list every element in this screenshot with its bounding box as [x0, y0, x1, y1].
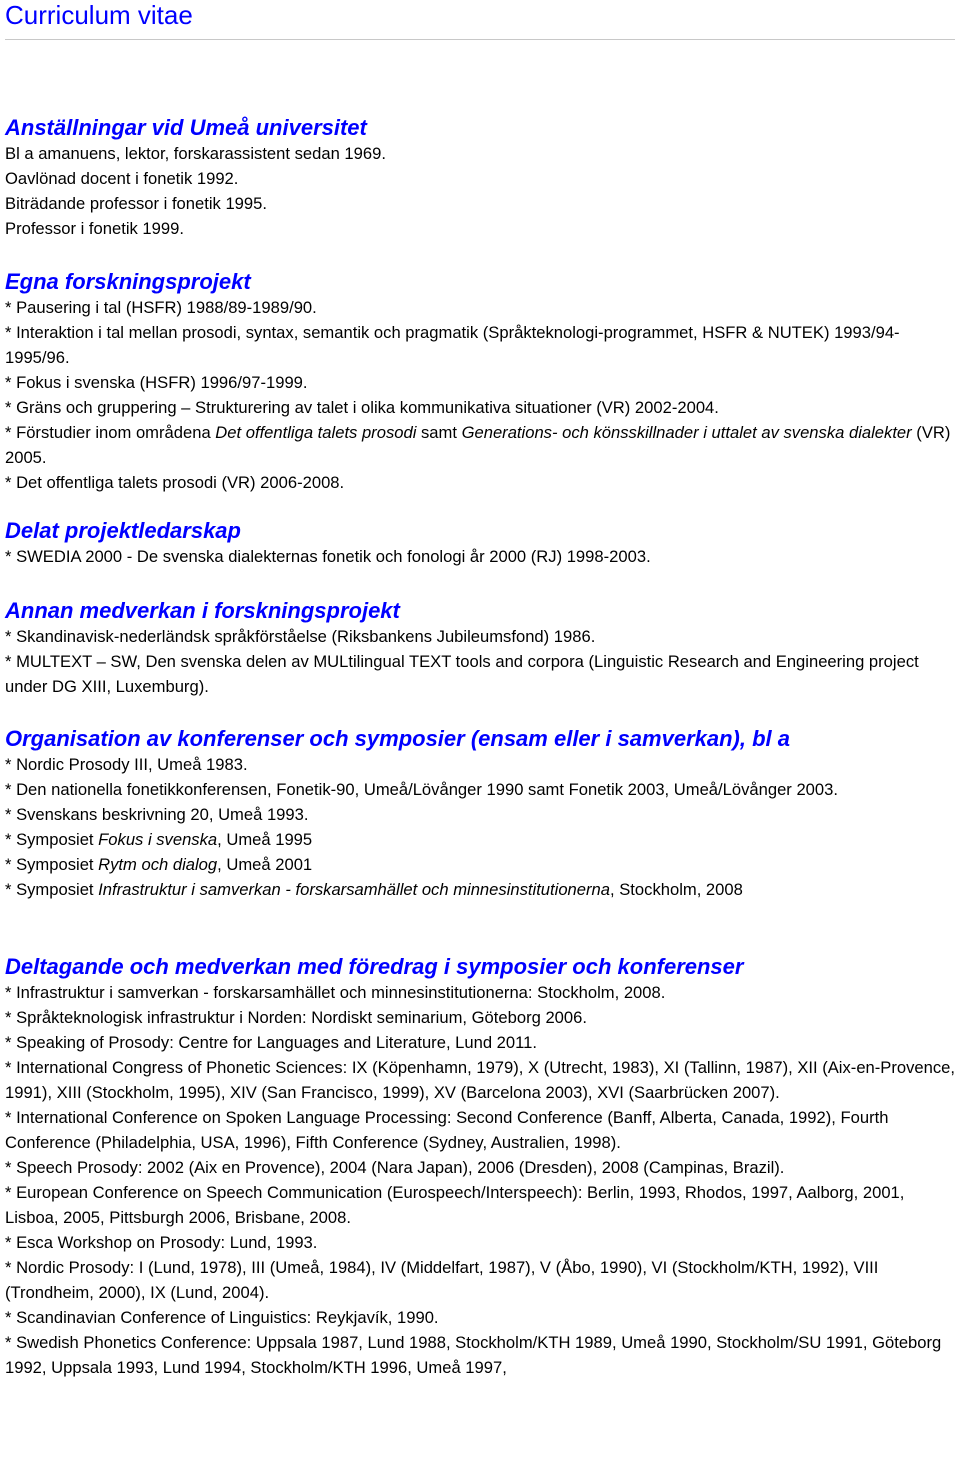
- list-item: * Esca Workshop on Prosody: Lund, 1993.: [5, 1233, 318, 1252]
- list-item: * Scandinavian Conference of Linguistics: Reykjavík, 1990.: [5, 1308, 439, 1327]
- list-item: * Swedish Phonetics Conference: Uppsala 1987, Lund 1988, Stockholm/KTH 1989, Umeå 1990, Stockholm/SU 1991, Göteborg 1992, Uppsala 1993, Lund 1994, Stockholm/KTH 1996, Umeå 1997,: [5, 1333, 942, 1377]
- section-heading: Delat projektledarskap: [5, 518, 241, 543]
- section-body: [5, 141, 957, 241]
- list-item: * Förstudier inom områdena Det offentliga talets prosodi samt Generations- och könsskillnader i uttalet av svenska dialekter (VR) 2005.: [5, 423, 951, 467]
- list-item: Oavlönad docent i fonetik 1992.: [5, 169, 239, 188]
- list-item: * Svenskans beskrivning 20, Umeå 1993.: [5, 805, 309, 824]
- list-item: * Speaking of Prosody: Centre for Languages and Literature, Lund 2011.: [5, 1033, 537, 1052]
- list-item: Bl a amanuens, lektor, forskarassistent sedan 1969.: [5, 144, 386, 163]
- list-item: * Interaktion i tal mellan prosodi, syntax, semantik och pragmatik (Språkteknologi-programmet, HSFR & NUTEK) 1993/94-1995/96.: [5, 323, 900, 367]
- list-item: * Symposiet Fokus i svenska, Umeå 1995: [5, 830, 313, 849]
- list-item: * MULTEXT – SW, Den svenska delen av MULtilingual TEXT tools and corpora (Linguistic Research and Engineering project under DG XIII, Luxemburg).: [5, 652, 919, 696]
- list-item: * European Conference on Speech Communication (Eurospeech/Interspeech): Berlin, 1993, Rhodos, 1997, Aalborg, 2001, Lisboa, 2005, Pittsburgh 2006, Brisbane, 2008.: [5, 1183, 905, 1227]
- section-heading: Organisation av konferenser och symposier (ensam eller i samverkan), bl a: [5, 726, 790, 751]
- section-own-projects: [5, 268, 957, 495]
- list-item: * Fokus i svenska (HSFR) 1996/97-1999.: [5, 373, 308, 392]
- section-heading: Anställningar vid Umeå universitet: [5, 115, 367, 140]
- section-employment: [5, 114, 957, 241]
- list-item: * Nordic Prosody III, Umeå 1983.: [5, 755, 248, 774]
- list-item: * International Conference on Spoken Language Processing: Second Conference (Banff, Alberta, Canada, 1992), Fourth Conference (Philadelphia, USA, 1996), Fifth Conference (Sydney, Australien, 1998).: [5, 1108, 889, 1152]
- list-item: * Språkteknologisk infrastruktur i Norden: Nordiskt seminarium, Göteborg 2006.: [5, 1008, 587, 1027]
- section-participation: [5, 953, 957, 1380]
- list-item: * Infrastruktur i samverkan - forskarsamhället och minnesinstitutionerna: Stockholm, 2008.: [5, 983, 666, 1002]
- list-item: * Den nationella fonetikkonferensen, Fonetik-90, Umeå/Lövånger 1990 samt Fonetik 2003, Umeå/Lövånger 2003.: [5, 780, 838, 799]
- section-shared-leadership: [5, 517, 957, 569]
- list-item: Biträdande professor i fonetik 1995.: [5, 194, 267, 213]
- list-item: * International Congress of Phonetic Sciences: IX (Köpenhamn, 1979), X (Utrecht, 1983), XI (Tallinn, 1987), XII (Aix-en-Provence, 1991), XIII (Stockholm, 1995), XIV (San Francisco, 1999), XV (Barcelona 2003), XVI (Saarbrücken 2007).: [5, 1058, 956, 1102]
- list-item: * SWEDIA 2000 - De svenska dialekternas fonetik och fonologi år 2000 (RJ) 1998-2003.: [5, 547, 651, 566]
- page-title: Curriculum vitae: [5, 0, 193, 30]
- title-divider: [5, 39, 955, 40]
- list-item: * Symposiet Rytm och dialog, Umeå 2001: [5, 855, 313, 874]
- section-heading: Egna forskningsprojekt: [5, 269, 251, 294]
- list-item: * Det offentliga talets prosodi (VR) 2006-2008.: [5, 473, 345, 492]
- section-body: [5, 624, 957, 699]
- list-item: * Speech Prosody: 2002 (Aix en Provence), 2004 (Nara Japan), 2006 (Dresden), 2008 (Campinas, Brazil).: [5, 1158, 785, 1177]
- section-body: [5, 980, 957, 1380]
- list-item: Professor i fonetik 1999.: [5, 219, 184, 238]
- list-item: * Pausering i tal (HSFR) 1988/89-1989/90.: [5, 298, 317, 317]
- section-body: [5, 752, 957, 902]
- section-heading: Deltagande och medverkan med föredrag i symposier och konferenser: [5, 954, 744, 979]
- section-body: [5, 544, 957, 569]
- list-item: * Symposiet Infrastruktur i samverkan - forskarsamhället och minnesinstitutionerna, Stockholm, 2008: [5, 880, 743, 899]
- list-item: * Nordic Prosody: I (Lund, 1978), III (Umeå, 1984), IV (Middelfart, 1987), V (Åbo, 1990), VI (Stockholm/KTH, 1992), VIII (Trondheim, 2000), IX (Lund, 2004).: [5, 1258, 879, 1302]
- section-body: [5, 295, 957, 495]
- list-item: * Gräns och gruppering – Strukturering av talet i olika kommunikativa situationer (VR) 2002-2004.: [5, 398, 719, 417]
- list-item: * Skandinavisk-nederländsk språkförståelse (Riksbankens Jubileumsfond) 1986.: [5, 627, 596, 646]
- section-organisation: [5, 725, 957, 902]
- section-other-participation: [5, 597, 957, 699]
- section-heading: Annan medverkan i forskningsprojekt: [5, 598, 400, 623]
